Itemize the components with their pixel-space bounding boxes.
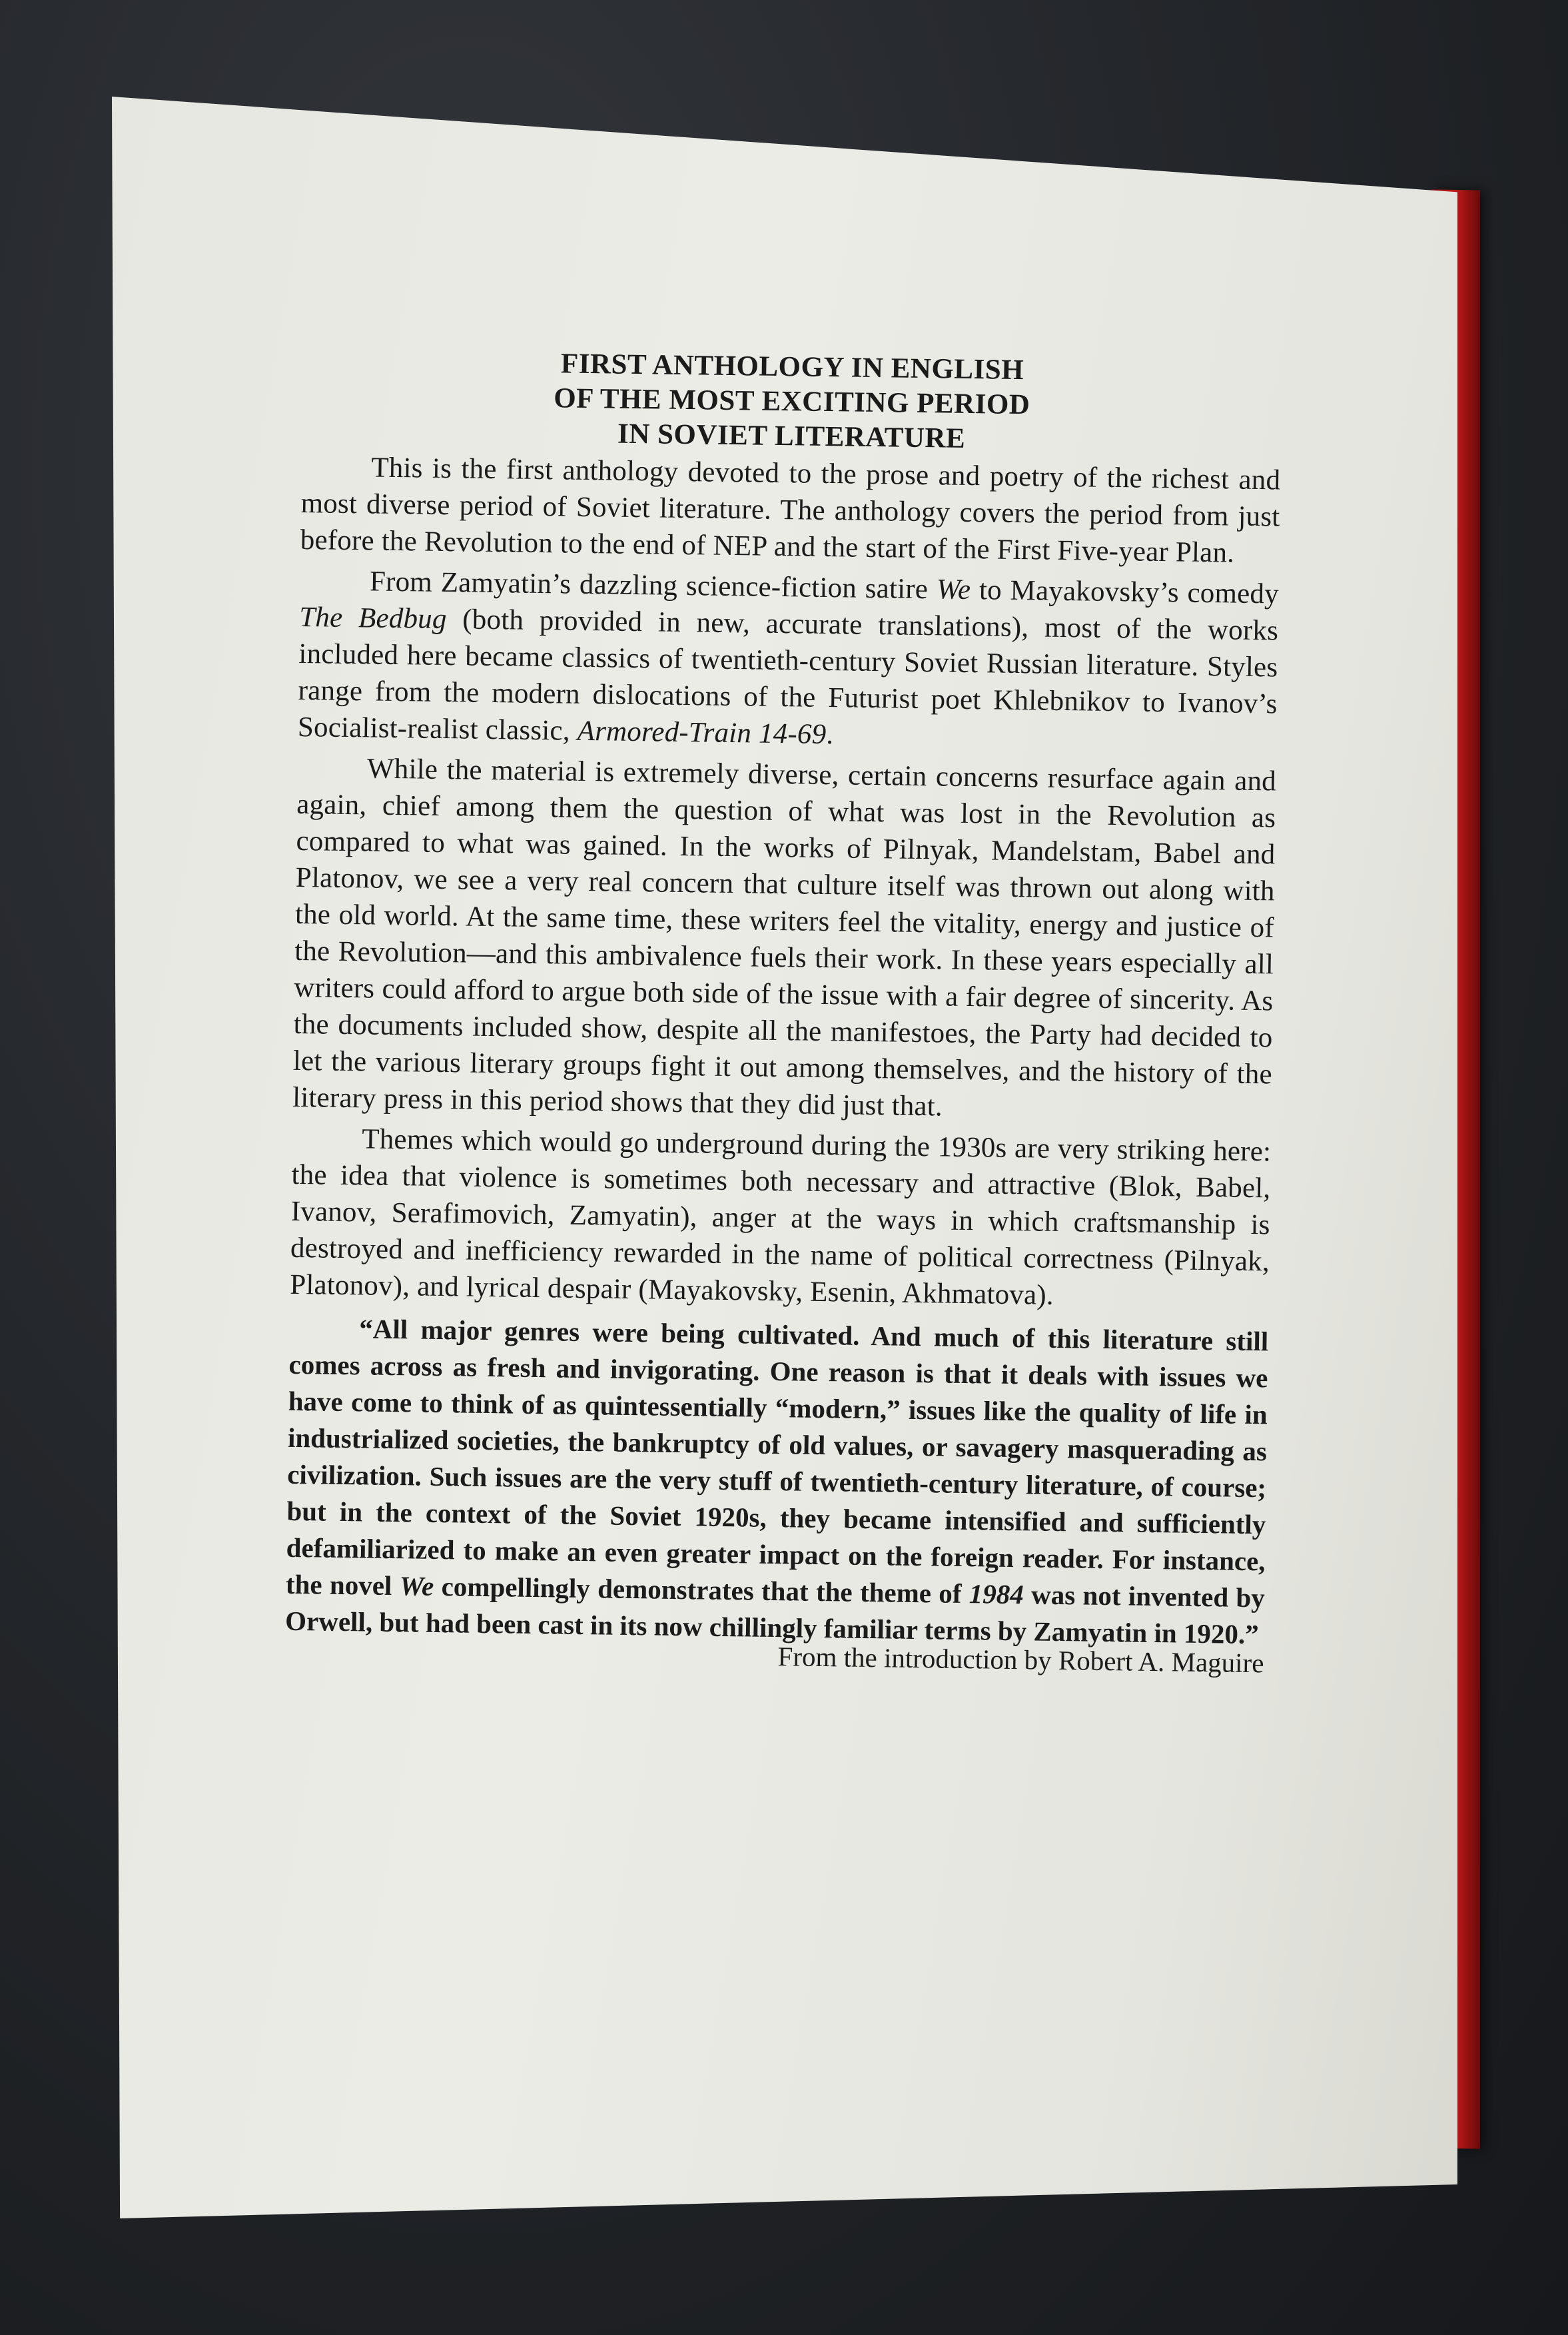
title-the-bedbug: The Bedbug	[298, 601, 447, 636]
paragraph-works	[298, 562, 1280, 759]
cover-heading	[302, 343, 1282, 461]
heading-line-2: OF THE MOST EXCITING PERIOD	[553, 382, 1030, 421]
introduction-quote	[285, 1310, 1269, 1653]
quote-attribution: From the introduction by Robert A. Maguire	[777, 1641, 1264, 1679]
quote-text-a: “All major genres were being cultivated. And much of this literature still comes across as fresh and invigorating. One reason is that it deals with issues we have come to think of as quintessentially “modern,” issues like the quality of life in industrialized societies, the bankruptcy of old values, or savagery masquerading as civilization. Such issues are the very stuff of twentieth-century literature, of course; but in the context of the Soviet 1920s, they became intensified and sufficiently defamiliarized to make an even greater impact on the foreign reader. For instance, the novel	[285, 1313, 1269, 1602]
title-armored-train: Armored-Train 14-69	[577, 715, 827, 751]
paragraph-intro: This is the first anthology devoted to the prose and poetry of the richest and most diverse period of Soviet literature. The anthology covers the period from just before the Revolution to the end of NEP and the start of the First Five-year Plan.	[300, 452, 1281, 569]
paragraph-works-text-b: to Mayakovsky’s comedy	[970, 574, 1280, 610]
heading-line-1: FIRST ANTHOLOGY IN ENGLISH	[560, 348, 1024, 386]
quote-title-1984: 1984	[969, 1578, 1024, 1610]
paragraph-works-text-a: From Zamyatin’s dazzling science-fiction satire	[369, 566, 937, 606]
paragraph-themes-underground: Themes which would go underground during the 1930s are very striking here: the idea that violence is sometimes both necessary and attractive (Blok, Babel, Ivanov, Serafimovich, Zamyatin), anger at the ways in which craftsmanship is destroyed and inefficiency rewarded in the name of political correctness (Pilnyak, Platonov), and lyrical despair (Mayakovsky, Esenin, Akhmatova).	[289, 1123, 1272, 1311]
paragraph-works-text-d: .	[826, 719, 834, 751]
title-we: We	[936, 574, 971, 606]
quote-text-c: was not invented by Orwell, but had been cast in its now chillingly familiar terms by Zamyatin in 1920.”	[284, 1579, 1266, 1650]
paragraph-themes-revolution: While the material is extremely diverse, certain concerns resurface again and again, chief among them the question of what was lost in the Revolution as compared to what was gained. In the works of Pilnyak, Mandelstam, Babel and Platonov, we see a very real concern that culture itself was thrown out along with the old world. At the same time, these writers feel the vitality, energy and justice of the Revolution—and this ambivalence fuels their work. In these years especially all writers could afford to argue both side of the issue with a fair degree of sincerity. As the documents included show, despite all the manifestoes, the Party had decided to let the various literary groups fight it out among themselves, and the history of the literary press in this period shows that they did just that.	[292, 753, 1277, 1123]
quote-text-b: compellingly demonstrates that the theme of	[434, 1570, 970, 1610]
paragraph-works-text-c: (both provided in new, accurate translations), most of the works included here became classics of twentieth-century Soviet Russian literature. Styles range from the modern dislocations of the Futurist poet Khlebnikov to Ivanov’s Socialist-realist classic,	[297, 604, 1279, 747]
back-cover-text	[284, 343, 1282, 1681]
quote-title-we: We	[399, 1570, 434, 1602]
heading-line-3: IN SOVIET LITERATURE	[617, 418, 966, 454]
